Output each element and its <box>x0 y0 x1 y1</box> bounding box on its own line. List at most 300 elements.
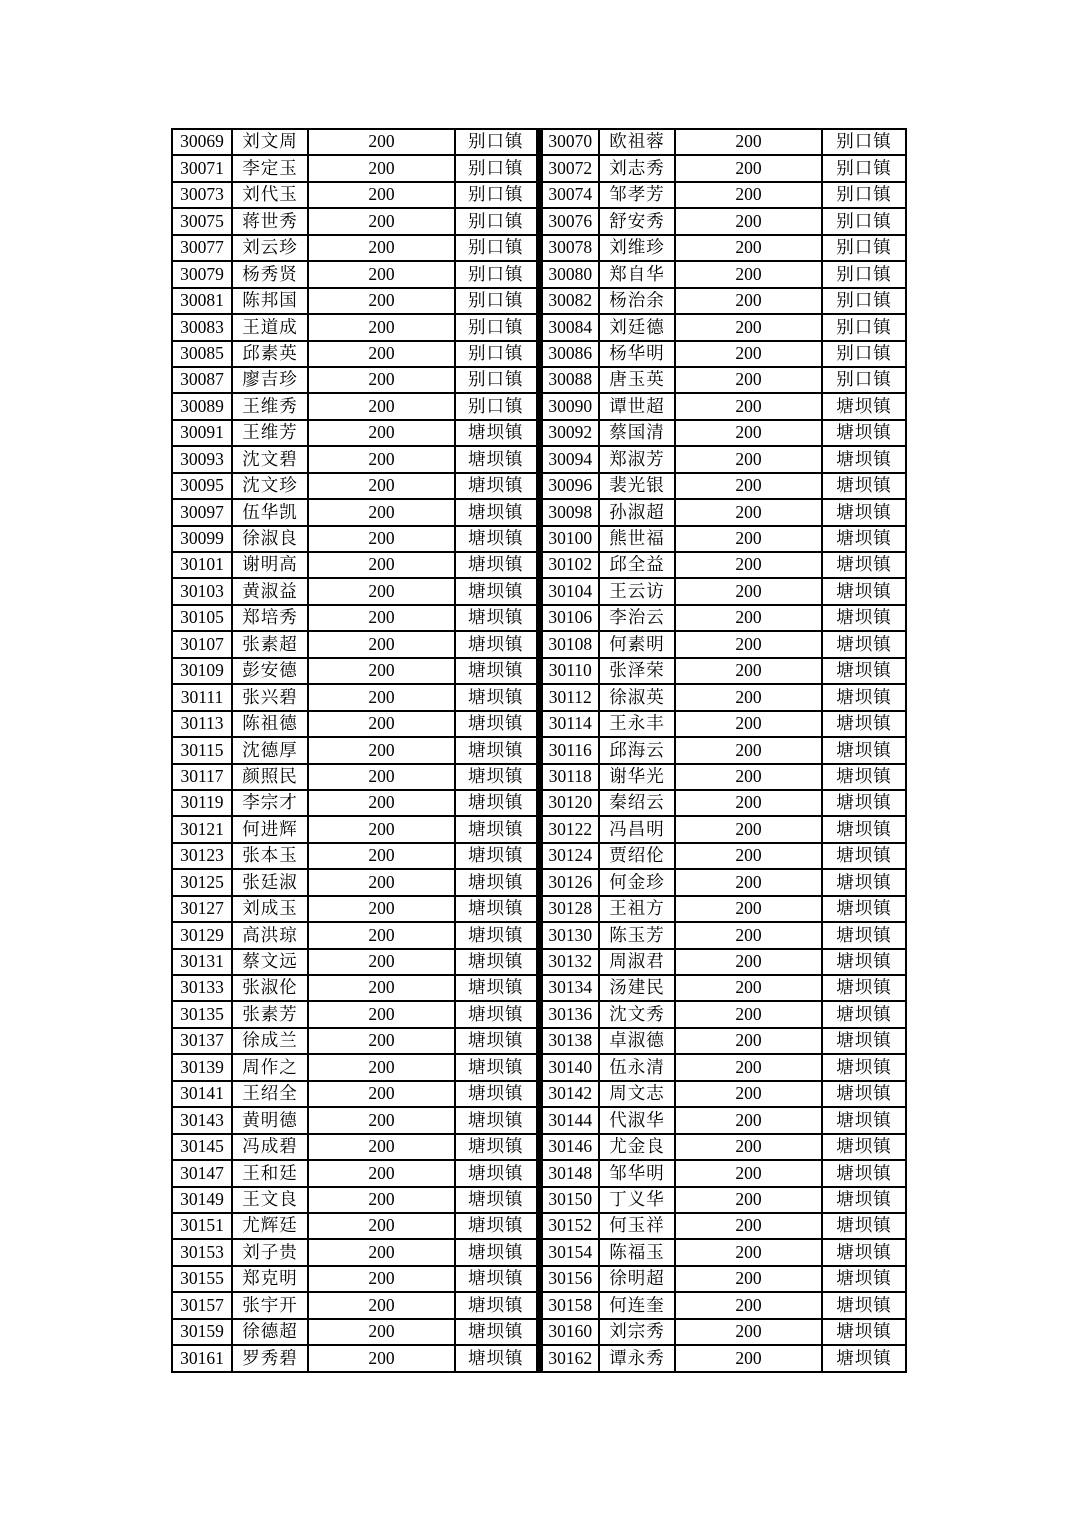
cell-town: 别口镇 <box>822 182 906 208</box>
cell-id: 30106 <box>539 605 599 631</box>
cell-town: 塘坝镇 <box>455 1319 539 1345</box>
cell-name: 邱素英 <box>232 341 308 367</box>
cell-id: 30162 <box>539 1345 599 1371</box>
cell-town: 塘坝镇 <box>822 1292 906 1318</box>
cell-name: 冯成碧 <box>232 1134 308 1160</box>
cell-amount: 200 <box>308 1187 455 1213</box>
cell-id: 30081 <box>172 288 232 314</box>
table-row <box>172 235 906 261</box>
cell-amount: 200 <box>308 1319 455 1345</box>
cell-name: 周作之 <box>232 1054 308 1080</box>
cell-id: 30089 <box>172 393 232 419</box>
cell-name: 黄明德 <box>232 1107 308 1133</box>
cell-id: 30140 <box>539 1054 599 1080</box>
cell-id: 30137 <box>172 1028 232 1054</box>
cell-name: 陈邦国 <box>232 288 308 314</box>
cell-name: 刘宗秀 <box>599 1319 675 1345</box>
cell-name: 陈玉芳 <box>599 922 675 948</box>
cell-amount: 200 <box>675 155 822 181</box>
cell-name: 沈文珍 <box>232 473 308 499</box>
cell-id: 30084 <box>539 314 599 340</box>
cell-name: 郑淑芳 <box>599 446 675 472</box>
roster-table <box>171 128 907 1373</box>
cell-id: 30117 <box>172 764 232 790</box>
cell-name: 伍华凯 <box>232 499 308 525</box>
table-row <box>172 816 906 842</box>
cell-id: 30095 <box>172 473 232 499</box>
cell-town: 塘坝镇 <box>455 949 539 975</box>
table-row <box>172 526 906 552</box>
cell-name: 王文良 <box>232 1187 308 1213</box>
cell-town: 塘坝镇 <box>822 658 906 684</box>
cell-town: 塘坝镇 <box>455 446 539 472</box>
table-row <box>172 922 906 948</box>
cell-id: 30078 <box>539 235 599 261</box>
table-row <box>172 578 906 604</box>
cell-id: 30108 <box>539 631 599 657</box>
cell-amount: 200 <box>675 711 822 737</box>
cell-town: 塘坝镇 <box>822 816 906 842</box>
cell-id: 30071 <box>172 155 232 181</box>
cell-id: 30138 <box>539 1028 599 1054</box>
cell-town: 塘坝镇 <box>822 631 906 657</box>
table-row <box>172 367 906 393</box>
cell-name: 沈文碧 <box>232 446 308 472</box>
cell-amount: 200 <box>675 843 822 869</box>
cell-town: 塘坝镇 <box>455 1028 539 1054</box>
table-row <box>172 737 906 763</box>
cell-name: 刘维珍 <box>599 235 675 261</box>
cell-town: 塘坝镇 <box>455 1187 539 1213</box>
cell-town: 别口镇 <box>822 288 906 314</box>
cell-town: 塘坝镇 <box>822 1081 906 1107</box>
cell-id: 30093 <box>172 446 232 472</box>
cell-id: 30109 <box>172 658 232 684</box>
cell-town: 塘坝镇 <box>822 1028 906 1054</box>
cell-amount: 200 <box>308 658 455 684</box>
cell-id: 30100 <box>539 526 599 552</box>
cell-amount: 200 <box>675 288 822 314</box>
cell-name: 张宇开 <box>232 1292 308 1318</box>
table-row <box>172 869 906 895</box>
cell-town: 塘坝镇 <box>455 526 539 552</box>
table-row <box>172 1319 906 1345</box>
cell-amount: 200 <box>675 1239 822 1265</box>
cell-town: 别口镇 <box>455 288 539 314</box>
cell-id: 30124 <box>539 843 599 869</box>
cell-amount: 200 <box>308 949 455 975</box>
cell-town: 塘坝镇 <box>822 949 906 975</box>
cell-town: 塘坝镇 <box>822 578 906 604</box>
cell-amount: 200 <box>308 896 455 922</box>
table-row <box>172 658 906 684</box>
cell-name: 邹华明 <box>599 1160 675 1186</box>
cell-town: 塘坝镇 <box>822 526 906 552</box>
cell-name: 刘廷德 <box>599 314 675 340</box>
cell-name: 王道成 <box>232 314 308 340</box>
cell-id: 30123 <box>172 843 232 869</box>
cell-id: 30086 <box>539 341 599 367</box>
cell-name: 杨秀贤 <box>232 261 308 287</box>
cell-name: 谭世超 <box>599 393 675 419</box>
cell-amount: 200 <box>308 1239 455 1265</box>
table-row <box>172 1160 906 1186</box>
cell-name: 邹孝芳 <box>599 182 675 208</box>
cell-town: 别口镇 <box>822 261 906 287</box>
table-row <box>172 420 906 446</box>
cell-amount: 200 <box>308 1292 455 1318</box>
cell-amount: 200 <box>308 1160 455 1186</box>
cell-id: 30145 <box>172 1134 232 1160</box>
cell-amount: 200 <box>675 208 822 234</box>
cell-amount: 200 <box>675 526 822 552</box>
cell-town: 别口镇 <box>455 235 539 261</box>
cell-town: 塘坝镇 <box>822 552 906 578</box>
cell-town: 塘坝镇 <box>822 1239 906 1265</box>
cell-name: 谭永秀 <box>599 1345 675 1371</box>
cell-amount: 200 <box>308 1213 455 1239</box>
cell-id: 30096 <box>539 473 599 499</box>
cell-id: 30077 <box>172 235 232 261</box>
cell-amount: 200 <box>675 235 822 261</box>
cell-name: 王维秀 <box>232 393 308 419</box>
cell-town: 塘坝镇 <box>822 473 906 499</box>
table-row <box>172 949 906 975</box>
cell-id: 30130 <box>539 922 599 948</box>
cell-name: 李宗才 <box>232 790 308 816</box>
cell-amount: 200 <box>308 1266 455 1292</box>
cell-amount: 200 <box>675 1160 822 1186</box>
cell-town: 塘坝镇 <box>455 684 539 710</box>
cell-name: 谢华光 <box>599 764 675 790</box>
cell-id: 30119 <box>172 790 232 816</box>
cell-id: 30156 <box>539 1266 599 1292</box>
cell-amount: 200 <box>308 341 455 367</box>
cell-amount: 200 <box>308 1028 455 1054</box>
cell-name: 王永丰 <box>599 711 675 737</box>
cell-id: 30144 <box>539 1107 599 1133</box>
cell-amount: 200 <box>675 261 822 287</box>
cell-name: 张兴碧 <box>232 684 308 710</box>
cell-town: 别口镇 <box>455 367 539 393</box>
cell-amount: 200 <box>308 790 455 816</box>
cell-id: 30133 <box>172 975 232 1001</box>
cell-amount: 200 <box>675 1001 822 1027</box>
cell-id: 30080 <box>539 261 599 287</box>
cell-town: 塘坝镇 <box>822 1134 906 1160</box>
cell-amount: 200 <box>308 869 455 895</box>
cell-amount: 200 <box>308 420 455 446</box>
cell-name: 何进辉 <box>232 816 308 842</box>
cell-town: 塘坝镇 <box>455 552 539 578</box>
cell-id: 30129 <box>172 922 232 948</box>
cell-town: 塘坝镇 <box>822 711 906 737</box>
table-row <box>172 711 906 737</box>
cell-name: 杨治余 <box>599 288 675 314</box>
cell-name: 徐德超 <box>232 1319 308 1345</box>
cell-id: 30091 <box>172 420 232 446</box>
table-row <box>172 896 906 922</box>
cell-amount: 200 <box>308 1001 455 1027</box>
cell-id: 30160 <box>539 1319 599 1345</box>
cell-id: 30113 <box>172 711 232 737</box>
cell-town: 塘坝镇 <box>455 1213 539 1239</box>
cell-town: 塘坝镇 <box>822 1345 906 1371</box>
cell-name: 刘志秀 <box>599 155 675 181</box>
cell-town: 塘坝镇 <box>455 658 539 684</box>
cell-amount: 200 <box>308 605 455 631</box>
cell-town: 塘坝镇 <box>455 1239 539 1265</box>
table-row <box>172 1292 906 1318</box>
cell-town: 塘坝镇 <box>455 1160 539 1186</box>
cell-id: 30158 <box>539 1292 599 1318</box>
cell-amount: 200 <box>308 182 455 208</box>
cell-amount: 200 <box>675 684 822 710</box>
cell-name: 刘代玉 <box>232 182 308 208</box>
cell-town: 塘坝镇 <box>822 922 906 948</box>
cell-town: 塘坝镇 <box>455 711 539 737</box>
cell-name: 廖吉珍 <box>232 367 308 393</box>
cell-town: 塘坝镇 <box>455 499 539 525</box>
cell-name: 何连奎 <box>599 1292 675 1318</box>
cell-town: 塘坝镇 <box>822 843 906 869</box>
cell-town: 塘坝镇 <box>822 790 906 816</box>
cell-name: 刘成玉 <box>232 896 308 922</box>
cell-id: 30120 <box>539 790 599 816</box>
cell-name: 周文志 <box>599 1081 675 1107</box>
cell-id: 30152 <box>539 1213 599 1239</box>
table-row <box>172 552 906 578</box>
cell-amount: 200 <box>675 896 822 922</box>
cell-amount: 200 <box>308 764 455 790</box>
cell-amount: 200 <box>675 578 822 604</box>
cell-amount: 200 <box>675 499 822 525</box>
cell-town: 塘坝镇 <box>455 578 539 604</box>
cell-name: 谢明高 <box>232 552 308 578</box>
cell-town: 塘坝镇 <box>455 843 539 869</box>
cell-town: 塘坝镇 <box>455 1292 539 1318</box>
cell-name: 郑培秀 <box>232 605 308 631</box>
cell-town: 别口镇 <box>455 182 539 208</box>
cell-name: 何金珍 <box>599 869 675 895</box>
table-row <box>172 473 906 499</box>
cell-id: 30151 <box>172 1213 232 1239</box>
cell-town: 别口镇 <box>822 155 906 181</box>
cell-town: 塘坝镇 <box>455 922 539 948</box>
cell-id: 30097 <box>172 499 232 525</box>
cell-name: 伍永清 <box>599 1054 675 1080</box>
cell-name: 丁义华 <box>599 1187 675 1213</box>
cell-id: 30153 <box>172 1239 232 1265</box>
cell-town: 塘坝镇 <box>822 393 906 419</box>
cell-id: 30079 <box>172 261 232 287</box>
cell-town: 塘坝镇 <box>822 1160 906 1186</box>
cell-id: 30154 <box>539 1239 599 1265</box>
cell-amount: 200 <box>675 182 822 208</box>
table-row <box>172 1054 906 1080</box>
cell-amount: 200 <box>675 1213 822 1239</box>
cell-town: 塘坝镇 <box>822 869 906 895</box>
cell-amount: 200 <box>308 1081 455 1107</box>
cell-town: 别口镇 <box>455 314 539 340</box>
cell-id: 30146 <box>539 1134 599 1160</box>
cell-id: 30127 <box>172 896 232 922</box>
cell-town: 塘坝镇 <box>822 446 906 472</box>
table-row <box>172 1107 906 1133</box>
cell-amount: 200 <box>675 922 822 948</box>
cell-town: 塘坝镇 <box>822 1319 906 1345</box>
cell-town: 塘坝镇 <box>822 1001 906 1027</box>
cell-id: 30122 <box>539 816 599 842</box>
cell-amount: 200 <box>675 1028 822 1054</box>
cell-amount: 200 <box>675 631 822 657</box>
cell-amount: 200 <box>675 473 822 499</box>
cell-town: 塘坝镇 <box>455 764 539 790</box>
cell-amount: 200 <box>675 605 822 631</box>
table-row <box>172 1213 906 1239</box>
table-row <box>172 288 906 314</box>
cell-id: 30143 <box>172 1107 232 1133</box>
cell-town: 塘坝镇 <box>455 420 539 446</box>
cell-id: 30076 <box>539 208 599 234</box>
cell-amount: 200 <box>308 1054 455 1080</box>
cell-id: 30110 <box>539 658 599 684</box>
cell-town: 塘坝镇 <box>822 1266 906 1292</box>
cell-town: 塘坝镇 <box>822 975 906 1001</box>
cell-town: 塘坝镇 <box>455 816 539 842</box>
cell-town: 塘坝镇 <box>822 605 906 631</box>
cell-name: 张廷淑 <box>232 869 308 895</box>
table-row <box>172 684 906 710</box>
cell-name: 徐淑英 <box>599 684 675 710</box>
cell-amount: 200 <box>675 1187 822 1213</box>
cell-name: 徐明超 <box>599 1266 675 1292</box>
cell-id: 30101 <box>172 552 232 578</box>
cell-town: 塘坝镇 <box>455 1107 539 1133</box>
cell-amount: 200 <box>675 552 822 578</box>
cell-amount: 200 <box>308 208 455 234</box>
cell-amount: 200 <box>675 737 822 763</box>
cell-town: 别口镇 <box>822 367 906 393</box>
cell-amount: 200 <box>675 790 822 816</box>
table-row <box>172 1266 906 1292</box>
cell-name: 张素芳 <box>232 1001 308 1027</box>
cell-id: 30111 <box>172 684 232 710</box>
cell-id: 30135 <box>172 1001 232 1027</box>
cell-id: 30125 <box>172 869 232 895</box>
cell-amount: 200 <box>308 631 455 657</box>
cell-town: 塘坝镇 <box>455 869 539 895</box>
cell-name: 高洪琼 <box>232 922 308 948</box>
cell-name: 刘子贵 <box>232 1239 308 1265</box>
cell-town: 别口镇 <box>455 341 539 367</box>
cell-town: 塘坝镇 <box>455 790 539 816</box>
cell-name: 刘云珍 <box>232 235 308 261</box>
cell-id: 30104 <box>539 578 599 604</box>
cell-town: 塘坝镇 <box>822 420 906 446</box>
cell-id: 30105 <box>172 605 232 631</box>
cell-id: 30085 <box>172 341 232 367</box>
cell-town: 别口镇 <box>455 261 539 287</box>
cell-id: 30102 <box>539 552 599 578</box>
table-row <box>172 631 906 657</box>
cell-amount: 200 <box>675 367 822 393</box>
cell-amount: 200 <box>308 499 455 525</box>
cell-name: 沈文秀 <box>599 1001 675 1027</box>
table-row <box>172 393 906 419</box>
cell-town: 别口镇 <box>455 208 539 234</box>
cell-name: 蒋世秀 <box>232 208 308 234</box>
cell-amount: 200 <box>675 949 822 975</box>
cell-town: 塘坝镇 <box>455 1081 539 1107</box>
cell-name: 郑自华 <box>599 261 675 287</box>
cell-id: 30073 <box>172 182 232 208</box>
cell-name: 何素明 <box>599 631 675 657</box>
cell-id: 30148 <box>539 1160 599 1186</box>
cell-amount: 200 <box>675 420 822 446</box>
cell-name: 张本玉 <box>232 843 308 869</box>
cell-id: 30132 <box>539 949 599 975</box>
cell-name: 李定玉 <box>232 155 308 181</box>
cell-name: 黄淑益 <box>232 578 308 604</box>
cell-id: 30128 <box>539 896 599 922</box>
table-row <box>172 1134 906 1160</box>
table-row <box>172 314 906 340</box>
cell-id: 30159 <box>172 1319 232 1345</box>
table-row <box>172 155 906 181</box>
table-row <box>172 1081 906 1107</box>
cell-name: 郑克明 <box>232 1266 308 1292</box>
cell-name: 张泽荣 <box>599 658 675 684</box>
table-row <box>172 446 906 472</box>
cell-name: 孙淑超 <box>599 499 675 525</box>
cell-name: 李治云 <box>599 605 675 631</box>
cell-id: 30087 <box>172 367 232 393</box>
cell-id: 30147 <box>172 1160 232 1186</box>
cell-id: 30139 <box>172 1054 232 1080</box>
cell-id: 30069 <box>172 129 232 155</box>
table-row <box>172 790 906 816</box>
cell-amount: 200 <box>675 129 822 155</box>
cell-town: 塘坝镇 <box>822 1054 906 1080</box>
table-row <box>172 261 906 287</box>
cell-town: 塘坝镇 <box>455 605 539 631</box>
cell-name: 卓淑德 <box>599 1028 675 1054</box>
table-row <box>172 208 906 234</box>
cell-amount: 200 <box>308 155 455 181</box>
cell-amount: 200 <box>675 975 822 1001</box>
cell-id: 30072 <box>539 155 599 181</box>
cell-amount: 200 <box>675 1081 822 1107</box>
cell-name: 王维芳 <box>232 420 308 446</box>
cell-name: 沈德厚 <box>232 737 308 763</box>
cell-amount: 200 <box>675 764 822 790</box>
cell-amount: 200 <box>675 1134 822 1160</box>
cell-town: 塘坝镇 <box>822 1213 906 1239</box>
cell-name: 代淑华 <box>599 1107 675 1133</box>
table-row <box>172 605 906 631</box>
cell-amount: 200 <box>308 922 455 948</box>
cell-amount: 200 <box>675 446 822 472</box>
cell-name: 裴光银 <box>599 473 675 499</box>
table-row <box>172 182 906 208</box>
cell-id: 30112 <box>539 684 599 710</box>
cell-amount: 200 <box>308 393 455 419</box>
cell-name: 周淑君 <box>599 949 675 975</box>
cell-town: 别口镇 <box>822 129 906 155</box>
cell-amount: 200 <box>675 1266 822 1292</box>
cell-amount: 200 <box>308 1134 455 1160</box>
